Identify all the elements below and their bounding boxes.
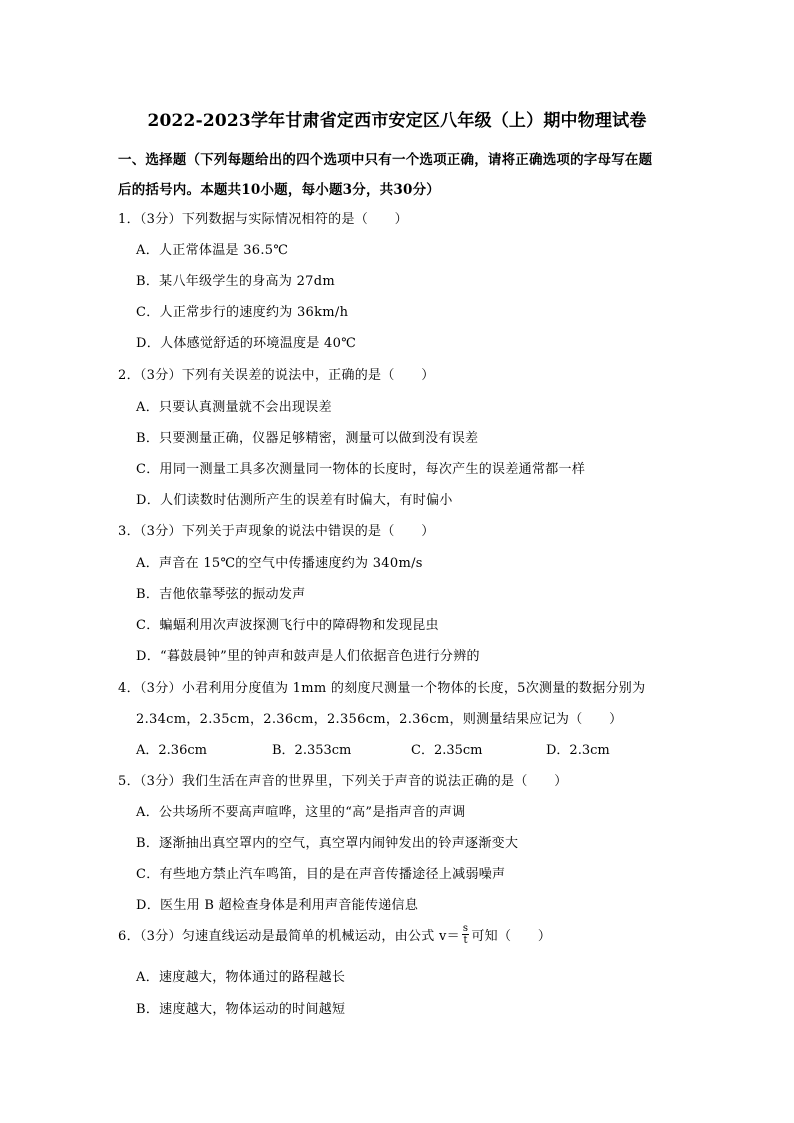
question-1-option-c: C．人正常步行的速度约为 36km/h — [136, 305, 349, 320]
section-heading-line-1: 一、选择题（下列每题给出的四个选项中只有一个选项正确，请将正确选项的字母写在题 — [118, 152, 653, 168]
question-4-stem: 4．（3分）小君利用分度值为 1mm 的刻度尺测量一个物体的长度，5次测量的数据分别为 — [118, 681, 646, 696]
question-5-option-a: A．公共场所不要高声喧哗，这里的“高”是指声音的声调 — [136, 805, 466, 820]
question-5-option-b: B．逐渐抽出真空罩内的空气，真空罩内闹钟发出的铃声逐渐变大 — [136, 836, 519, 851]
question-2-option-c: C．用同一测量工具多次测量同一物体的长度时，每次产生的误差通常都一样 — [136, 462, 586, 477]
question-4-option-c: C．2.35cm — [411, 743, 483, 758]
question-2-option-a: A．只要认真测量就不会出现误差 — [136, 400, 332, 415]
question-6-option-a: A．速度越大，物体通过的路程越长 — [136, 970, 346, 985]
fraction-denominator: t — [463, 935, 468, 946]
question-3-option-c: C．蝙蝠利用次声波探测飞行中的障碍物和发现昆虫 — [136, 618, 439, 633]
question-1-option-a: A．人正常体温是 36.5℃ — [136, 243, 289, 258]
formula-fraction — [462, 923, 469, 946]
section-heading-line-2: 后的括号内。本题共10小题，每小题3分，共30分） — [118, 182, 440, 198]
question-2-stem: 2．（3分）下列有关误差的说法中，正确的是（ ） — [118, 368, 435, 383]
question-6-stem-end: 可知（ ） — [471, 929, 552, 944]
question-1-option-b: B．某八年级学生的身高为 27dm — [136, 274, 335, 289]
question-6-option-b: B．速度越大，物体运动的时间越短 — [136, 1002, 346, 1017]
question-1-option-d: D．人体感觉舒适的环境温度是 40℃ — [136, 336, 357, 351]
question-5-stem: 5．（3分）我们生活在声音的世界里，下列关于声音的说法正确的是（ ） — [118, 774, 568, 789]
question-3-option-d: D．“暮鼓晨钟”里的钟声和鼓声是人们依据音色进行分辨的 — [136, 649, 480, 664]
question-2-option-d: D．人们读数时估测所产生的误差有时偏大，有时偏小 — [136, 493, 453, 508]
question-6-stem — [118, 925, 551, 948]
question-2-option-b: B．只要测量正确，仪器足够精密，测量可以做到没有误差 — [136, 431, 479, 446]
question-6-stem-start: 6．（3分）匀速直线运动是最简单的机械运动，由公式 v＝ — [118, 929, 460, 944]
question-5-option-d: D．医生用 B 超检查身体是利用声音能传递信息 — [136, 898, 419, 913]
question-4-stem-continued: 2.34cm，2.35cm，2.36cm，2.356cm，2.36cm，则测量结果应记为（ ） — [136, 712, 623, 727]
page-title: 2022-2023学年甘肃省定西市安定区八年级（上）期中物理试卷 — [147, 111, 647, 131]
question-4-option-b: B．2.353cm — [272, 743, 352, 758]
question-3-stem: 3．（3分）下列关于声现象的说法中错误的是（ ） — [118, 524, 435, 539]
question-3-option-a: A．声音在 15℃的空气中传播速度约为 340m/s — [136, 556, 423, 571]
question-1-stem: 1．（3分）下列数据与实际情况相符的是（ ） — [118, 212, 408, 227]
question-5-option-c: C．有些地方禁止汽车鸣笛，目的是在声音传播途径上减弱噪声 — [136, 867, 506, 882]
question-4-option-d: D．2.3cm — [546, 743, 610, 758]
question-4-option-a: A．2.36cm — [136, 743, 207, 758]
fraction-numerator: s — [462, 923, 469, 934]
question-3-option-b: B．吉他依靠琴弦的振动发声 — [136, 587, 306, 602]
